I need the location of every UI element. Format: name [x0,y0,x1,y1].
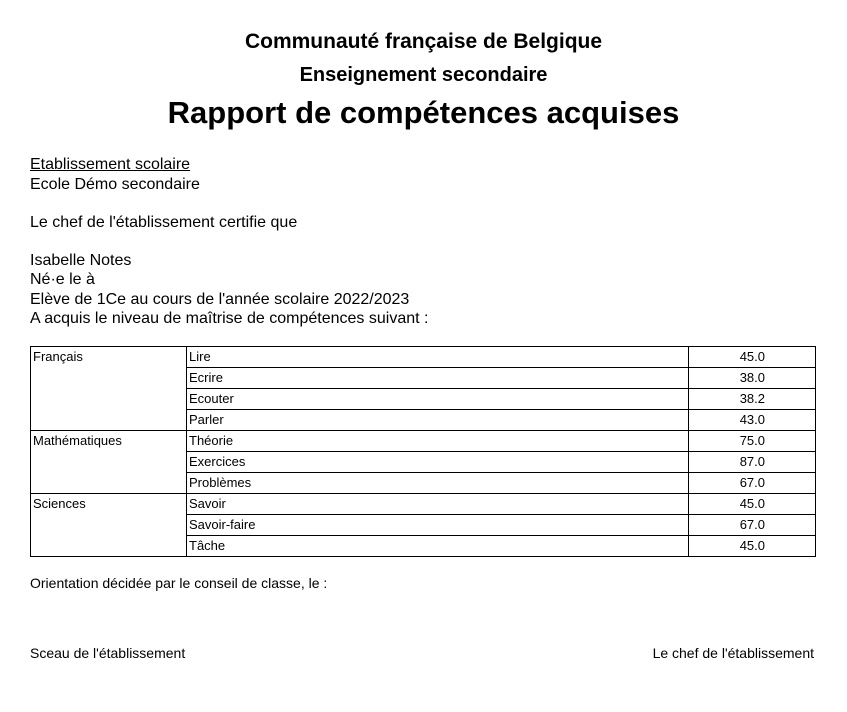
student-class: Elève de 1Ce au cours de l'année scolaire 2022/2023 [30,291,410,308]
table-row [31,347,816,368]
skill-score: 67.0 [689,473,816,494]
skill-score: 67.0 [689,515,816,536]
header-education-level: Enseignement secondaire [299,64,548,86]
acquired-statement: A acquis le niveau de maîtrise de compétences suivant : [30,310,429,327]
subject-name: Sciences [31,494,187,557]
skills-table-body [31,347,816,557]
establishment-name: Ecole Démo secondaire [30,176,200,193]
skill-name: Savoir-faire [187,515,689,536]
skill-score: 38.2 [689,389,816,410]
certification-text: Le chef de l'établissement certifie que [30,214,298,231]
subject-name: Mathématiques [31,431,187,494]
subject-name: Français [31,347,187,431]
establishment-label: Etablissement scolaire [30,156,191,173]
skill-score: 45.0 [689,347,816,368]
skill-score: 45.0 [689,536,816,557]
skill-name: Exercices [187,452,689,473]
establishment-seal-label: Sceau de l'établissement [30,645,186,661]
skill-score: 45.0 [689,494,816,515]
skill-name: Savoir [187,494,689,515]
table-row [31,494,816,515]
header-community: Communauté française de Belgique [244,30,603,53]
student-name: Isabelle Notes [30,252,132,269]
table-row [31,431,816,452]
skill-score: 87.0 [689,452,816,473]
skill-score: 43.0 [689,410,816,431]
skill-score: 38.0 [689,368,816,389]
skill-name: Lire [187,347,689,368]
page-title: Rapport de compétences acquises [167,95,680,130]
orientation-text: Orientation décidée par le conseil de classe, le : [30,575,328,591]
skill-score: 75.0 [689,431,816,452]
skill-name: Parler [187,410,689,431]
skills-table [30,346,816,557]
skill-name: Théorie [187,431,689,452]
skill-name: Problèmes [187,473,689,494]
skill-name: Ecouter [187,389,689,410]
skill-name: Ecrire [187,368,689,389]
skill-name: Tâche [187,536,689,557]
student-birth: Né·e le à [30,271,95,288]
chief-signature-label: Le chef de l'établissement [652,645,814,661]
